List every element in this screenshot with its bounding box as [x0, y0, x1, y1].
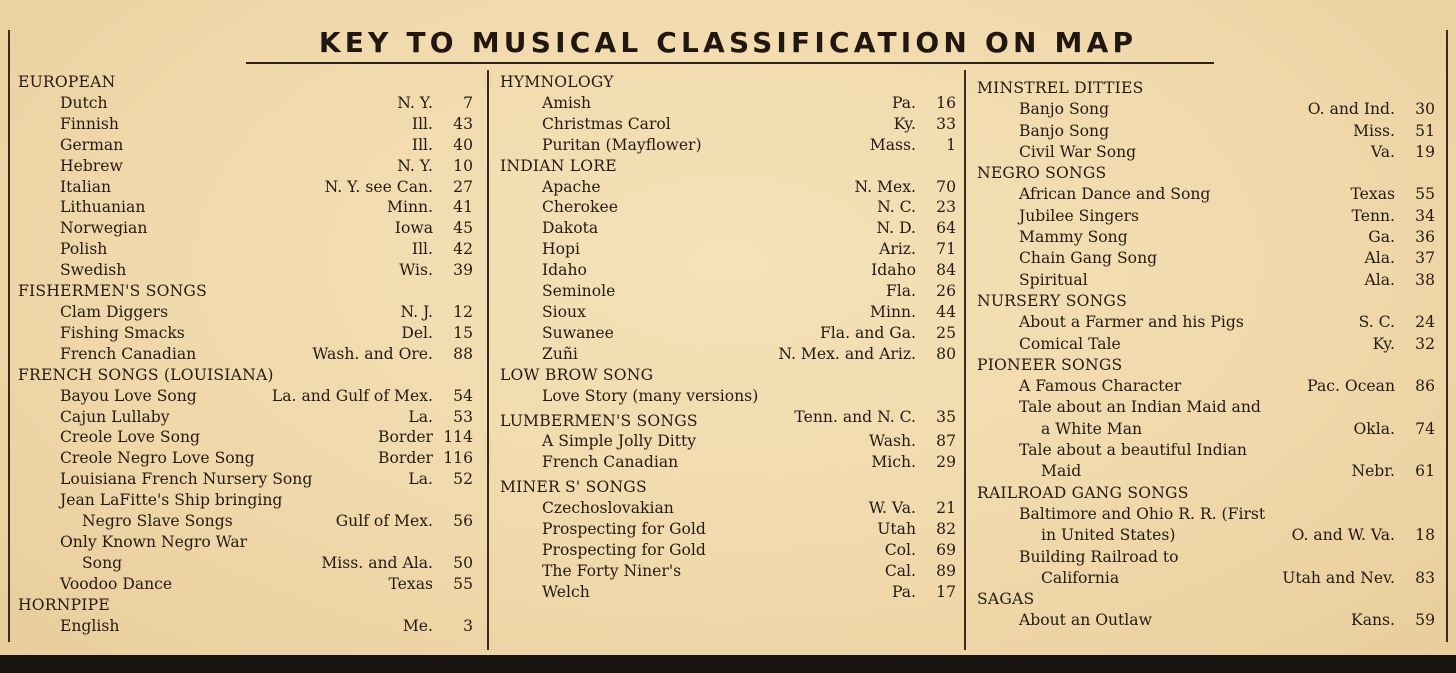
- left-border-rule: [8, 30, 10, 642]
- entry-name: Fishing Smacks: [60, 323, 185, 342]
- key-entry: [18, 469, 473, 490]
- entry-name: Jean LaFitte's Ship bringing: [60, 491, 283, 510]
- entry-location: La.: [408, 407, 433, 426]
- key-section: [977, 355, 1435, 483]
- key-entry: [500, 582, 956, 603]
- entry-map-number: 51: [1415, 121, 1435, 140]
- key-entry: [977, 248, 1435, 269]
- entry-name: Seminole: [542, 282, 616, 301]
- entry-name: French Canadian: [542, 453, 679, 472]
- entry-location: S. C.: [1358, 313, 1395, 332]
- entry-location: Border: [378, 428, 433, 447]
- entry-map-number: 53: [453, 407, 473, 426]
- key-entry: [18, 407, 473, 428]
- entry-location: Kans.: [1351, 611, 1395, 630]
- entry-location: O. and W. Va.: [1291, 526, 1395, 545]
- section-title: RAILROAD GANG SONGS: [977, 483, 1189, 502]
- key-entry: [500, 498, 956, 519]
- key-section: [18, 365, 473, 595]
- section-title: INDIAN LORE: [500, 156, 617, 175]
- entry-location: Texas: [1350, 185, 1395, 204]
- entry-location: Tenn. and N. C.: [794, 407, 916, 426]
- key-entry: [500, 386, 956, 407]
- entry-location: Fla. and Ga.: [819, 323, 916, 342]
- key-section: [500, 156, 956, 365]
- entry-location: Va.: [1370, 142, 1395, 161]
- entry-location: Miss.: [1353, 121, 1395, 140]
- key-entry: [500, 239, 956, 260]
- entry-name: Italian: [60, 177, 112, 196]
- key-entry: [500, 302, 956, 323]
- entry-map-number: 38: [1415, 270, 1435, 289]
- section-title: FRENCH SONGS (LOUISIANA): [18, 365, 274, 384]
- key-entry: [500, 218, 956, 239]
- entry-location: La.: [408, 470, 433, 489]
- key-section: [977, 483, 1435, 589]
- entry-name: Only Known Negro War: [60, 532, 248, 551]
- entry-name: Creole Negro Love Song: [60, 449, 255, 468]
- entry-map-number: 69: [936, 540, 956, 559]
- key-entry: [977, 610, 1435, 631]
- entry-map-number: 59: [1415, 611, 1435, 630]
- entry-location: Ky.: [1372, 334, 1395, 353]
- entry-location: Pa.: [891, 93, 916, 112]
- entry-name: Cajun Lullaby: [60, 407, 170, 426]
- entry-name: Welch: [542, 582, 590, 601]
- entry-map-number: 16: [936, 93, 956, 112]
- title-underline: [246, 62, 1214, 64]
- entry-location: Wash. and Ore.: [312, 344, 433, 363]
- entry-location: Gulf of Mex.: [335, 512, 433, 531]
- section-title: EUROPEAN: [18, 73, 116, 91]
- entry-map-number: 41: [453, 198, 473, 217]
- entry-map-number: 25: [936, 323, 956, 342]
- entry-map-number: 40: [453, 135, 473, 154]
- key-entry: [977, 270, 1435, 291]
- key-entry: [977, 227, 1435, 248]
- key-entry: [18, 302, 473, 323]
- entry-map-number: 61: [1415, 462, 1435, 481]
- entry-location: O. and Ind.: [1307, 100, 1395, 119]
- entry-name: Louisiana French Nursery Song: [60, 470, 313, 489]
- entry-map-number: 29: [936, 453, 956, 472]
- entry-name: Cherokee: [542, 198, 618, 217]
- section-title: FISHERMEN'S SONGS: [18, 282, 207, 301]
- key-entry: [18, 553, 473, 574]
- entry-name: Love Story (many versions): [542, 386, 759, 405]
- entry-map-number: 84: [936, 261, 956, 280]
- key-entry: [977, 419, 1435, 440]
- entry-name: Tale about an Indian Maid and: [1019, 398, 1261, 417]
- entry-map-number: 37: [1415, 249, 1435, 268]
- entry-name: Apache: [542, 177, 601, 196]
- section-title: LUMBERMEN'S SONGS: [500, 411, 698, 430]
- entry-name: Dutch: [60, 93, 108, 112]
- entry-map-number: 21: [936, 499, 956, 518]
- entry-map-number: 36: [1415, 228, 1435, 247]
- key-entry: [18, 532, 473, 553]
- entry-name: Suwanee: [542, 323, 614, 342]
- entry-location: N. D.: [876, 219, 916, 238]
- key-entry: [18, 260, 473, 281]
- key-entry: [18, 574, 473, 595]
- entry-map-number: 83: [1415, 568, 1435, 587]
- entry-map-number: 74: [1415, 419, 1435, 438]
- page-title: KEY TO MUSICAL CLASSIFICATION ON MAP: [318, 26, 1138, 59]
- entry-map-number: 10: [453, 156, 473, 175]
- key-entry: [500, 114, 956, 135]
- entry-name: Norwegian: [60, 219, 148, 238]
- key-entry: [500, 135, 956, 156]
- entry-map-number: 44: [936, 302, 956, 321]
- entry-name: Banjo Song: [1019, 121, 1110, 140]
- key-entry: [977, 461, 1435, 482]
- entry-location: N. C.: [877, 198, 916, 217]
- entry-name: Mammy Song: [1019, 228, 1128, 247]
- key-entry: [18, 114, 473, 135]
- key-entry: [18, 344, 473, 365]
- key-entry: [977, 568, 1435, 589]
- key-column-3: [977, 78, 1435, 648]
- key-entry: [18, 427, 473, 448]
- entry-name: African Dance and Song: [1019, 185, 1211, 204]
- key-entry: [18, 135, 473, 156]
- entry-map-number: 7: [463, 93, 473, 112]
- entry-name: Chain Gang Song: [1019, 249, 1158, 268]
- entry-map-number: 55: [1415, 185, 1435, 204]
- key-entry: [18, 239, 473, 260]
- entry-map-number: 86: [1415, 377, 1435, 396]
- entry-name: French Canadian: [60, 344, 197, 363]
- entry-map-number: 34: [1415, 206, 1435, 225]
- entry-location: Wis.: [399, 261, 433, 280]
- key-entry: [18, 93, 473, 114]
- entry-name: Polish: [60, 240, 108, 259]
- key-section: [977, 589, 1435, 632]
- entry-location: Iowa: [394, 219, 433, 238]
- entry-name: Puritan (Mayflower): [542, 135, 702, 154]
- key-entry: [18, 177, 473, 198]
- entry-name: About an Outlaw: [1019, 611, 1152, 630]
- entry-location: N. Y. see Can.: [324, 177, 433, 196]
- entry-location: Minn.: [870, 302, 916, 321]
- key-entry: [500, 177, 956, 198]
- entry-map-number: 23: [936, 198, 956, 217]
- entry-location: N. Y.: [397, 93, 433, 112]
- key-entry: [977, 440, 1435, 461]
- section-title: HYMNOLOGY: [500, 73, 614, 91]
- entry-location: Idaho: [871, 261, 916, 280]
- key-entry: [977, 184, 1435, 205]
- entry-name: Jubilee Singers: [1019, 206, 1140, 225]
- entry-name: Baltimore and Ohio R. R. (First: [1019, 504, 1266, 523]
- key-entry: [977, 547, 1435, 568]
- key-column-2: [500, 72, 956, 642]
- entry-location: Miss. and Ala.: [321, 553, 433, 572]
- entry-map-number: 116: [443, 449, 473, 468]
- section-title: NURSERY SONGS: [977, 291, 1127, 310]
- bottom-dark-strip: [0, 655, 1456, 673]
- entry-location: Tenn.: [1351, 206, 1395, 225]
- entry-location: Texas: [388, 574, 433, 593]
- entry-location: N. Mex.: [854, 177, 916, 196]
- entry-map-number: 24: [1415, 313, 1435, 332]
- entry-name: Finnish: [60, 114, 119, 133]
- key-entry: [18, 156, 473, 177]
- key-entry: [18, 448, 473, 469]
- entry-map-number: 3: [463, 616, 473, 635]
- entry-name: Sioux: [542, 302, 586, 321]
- entry-map-number: 82: [936, 520, 956, 539]
- entry-name: Creole Love Song: [60, 428, 201, 447]
- entry-map-number: 64: [936, 219, 956, 238]
- entry-map-number: 88: [453, 344, 473, 363]
- entry-location: Pa.: [891, 582, 916, 601]
- entry-location: Me.: [402, 616, 433, 635]
- entry-map-number: 39: [453, 261, 473, 280]
- column-divider-1: [487, 70, 489, 650]
- entry-name: Voodoo Dance: [60, 574, 173, 593]
- entry-name: a White Man: [1041, 419, 1143, 438]
- entry-name: Dakota: [542, 219, 599, 238]
- entry-name: Civil War Song: [1019, 142, 1137, 161]
- entry-name: Spiritual: [1019, 270, 1088, 289]
- entry-map-number: 26: [936, 282, 956, 301]
- key-entry: [500, 519, 956, 540]
- entry-location: Ill.: [411, 135, 433, 154]
- key-section: [977, 291, 1435, 355]
- entry-name: California: [1041, 568, 1120, 587]
- entry-location: W. Va.: [868, 499, 916, 518]
- entry-map-number: 19: [1415, 142, 1435, 161]
- key-entry: [500, 452, 956, 473]
- entry-name: Banjo Song: [1019, 100, 1110, 119]
- entry-map-number: 50: [453, 553, 473, 572]
- key-entry: [18, 386, 473, 407]
- key-entry: [977, 312, 1435, 333]
- key-entry: [500, 93, 956, 114]
- entry-name: in United States): [1041, 526, 1176, 545]
- key-entry: [977, 334, 1435, 355]
- entry-name: Tale about a beautiful Indian: [1019, 441, 1247, 460]
- entry-map-number: 52: [453, 470, 473, 489]
- key-entry: [977, 525, 1435, 546]
- key-entry: [18, 490, 473, 511]
- entry-map-number: 71: [936, 240, 956, 259]
- key-section: [18, 595, 473, 637]
- entry-map-number: 55: [453, 574, 473, 593]
- entry-name: The Forty Niner's: [542, 561, 682, 580]
- entry-location: N. J.: [400, 302, 433, 321]
- entry-name: Hebrew: [60, 156, 123, 175]
- entry-location: N. Y.: [397, 156, 433, 175]
- entry-name: Prospecting for Gold: [542, 540, 706, 559]
- entry-location: N. Mex. and Ariz.: [778, 344, 916, 363]
- entry-location: Col.: [884, 540, 916, 559]
- entry-location: Fla.: [885, 282, 916, 301]
- entry-name: Zuñi: [542, 344, 578, 363]
- key-section: [18, 72, 473, 281]
- entry-name: Maid: [1041, 462, 1082, 481]
- key-section: [977, 78, 1435, 163]
- entry-location: Okla.: [1353, 419, 1395, 438]
- section-title: LOW BROW SONG: [500, 365, 654, 384]
- entry-location: Ky.: [893, 114, 916, 133]
- entry-location: Del.: [401, 323, 433, 342]
- entry-map-number: 42: [453, 240, 473, 259]
- entry-map-number: 56: [453, 512, 473, 531]
- entry-name: Czechoslovakian: [542, 499, 674, 518]
- key-section: [500, 477, 956, 602]
- key-entry: [500, 561, 956, 582]
- key-entry: [500, 344, 956, 365]
- entry-location: Ga.: [1368, 228, 1395, 247]
- entry-name: Amish: [542, 93, 592, 112]
- entry-location: Minn.: [387, 198, 433, 217]
- key-entry: [18, 616, 473, 637]
- entry-location: Nebr.: [1351, 462, 1395, 481]
- entry-map-number: 27: [453, 177, 473, 196]
- entry-location: Wash.: [869, 432, 916, 451]
- entry-location: Utah and Nev.: [1282, 568, 1395, 587]
- key-entry: [500, 197, 956, 218]
- entry-map-number: 45: [453, 219, 473, 238]
- key-entry: [500, 323, 956, 344]
- entry-name: German: [60, 135, 124, 154]
- entry-location: Ill.: [411, 114, 433, 133]
- entry-map-number: 1: [946, 135, 956, 154]
- entry-name: Christmas Carol: [542, 114, 671, 133]
- entry-location: Ala.: [1364, 249, 1395, 268]
- section-title: HORNPIPE: [18, 595, 110, 614]
- entry-map-number: 30: [1415, 100, 1435, 119]
- key-entry: [500, 540, 956, 561]
- entry-location: Mass.: [869, 135, 916, 154]
- key-entry: [977, 142, 1435, 163]
- entry-location: Ill.: [411, 240, 433, 259]
- entry-map-number: 114: [443, 428, 473, 447]
- entry-name: Idaho: [542, 261, 587, 280]
- section-title: MINSTREL DITTIES: [977, 79, 1144, 97]
- entry-map-number: 70: [936, 177, 956, 196]
- entry-name: Negro Slave Songs: [82, 512, 233, 531]
- entry-name: Bayou Love Song: [60, 386, 197, 405]
- entry-name: Comical Tale: [1019, 334, 1121, 353]
- entry-name: Hopi: [542, 240, 580, 259]
- key-column-1: [18, 72, 473, 642]
- key-entry: [977, 397, 1435, 418]
- entry-location: Cal.: [884, 561, 916, 580]
- entry-name: About a Farmer and his Pigs: [1019, 313, 1244, 332]
- entry-map-number: 17: [936, 582, 956, 601]
- entry-map-number: 89: [936, 561, 956, 580]
- key-entry: [977, 504, 1435, 525]
- right-border-rule: [1446, 30, 1448, 642]
- key-section: [18, 281, 473, 365]
- entry-location: Utah: [877, 520, 916, 539]
- key-entry: [18, 511, 473, 532]
- entry-location: Border: [378, 449, 433, 468]
- entry-map-number: 32: [1415, 334, 1435, 353]
- key-section: [977, 163, 1435, 291]
- entry-location: Ala.: [1364, 270, 1395, 289]
- column-divider-2: [964, 70, 966, 650]
- key-entry: [977, 206, 1435, 227]
- section-title: NEGRO SONGS: [977, 164, 1107, 183]
- entry-map-number: 54: [453, 386, 473, 405]
- entry-map-number: 12: [453, 302, 473, 321]
- entry-map-number: 33: [936, 114, 956, 133]
- entry-map-number: 80: [936, 344, 956, 363]
- entry-location: La. and Gulf of Mex.: [271, 386, 433, 405]
- key-entry: [18, 218, 473, 239]
- entry-location: Ariz.: [879, 240, 916, 259]
- entry-name: A Simple Jolly Ditty: [542, 432, 697, 451]
- entry-name: Clam Diggers: [60, 302, 169, 321]
- key-entry: [977, 376, 1435, 397]
- key-section: [500, 72, 956, 156]
- entry-map-number: 18: [1415, 526, 1435, 545]
- entry-map-number: 43: [453, 114, 473, 133]
- entry-name: A Famous Character: [1019, 377, 1182, 396]
- entry-name: Swedish: [60, 261, 127, 280]
- key-entry: [977, 121, 1435, 142]
- entry-name: English: [60, 616, 120, 635]
- key-entry: [500, 281, 956, 302]
- key-entry: [500, 260, 956, 281]
- key-entry: [18, 323, 473, 344]
- entry-name: Lithuanian: [60, 198, 146, 217]
- entry-name: Prospecting for Gold: [542, 520, 706, 539]
- entry-map-number: 87: [936, 432, 956, 451]
- section-title: MINER S' SONGS: [500, 478, 647, 497]
- entry-location: Mich.: [871, 453, 916, 472]
- entry-location: Pac. Ocean: [1307, 377, 1395, 396]
- key-entry: [977, 99, 1435, 120]
- entry-name: Building Railroad to: [1019, 547, 1179, 566]
- entry-map-number: 15: [453, 323, 473, 342]
- entry-name: Song: [82, 553, 123, 572]
- section-title: PIONEER SONGS: [977, 355, 1123, 374]
- key-entry: [500, 431, 956, 452]
- entry-map-number: 35: [936, 407, 956, 426]
- section-title: SAGAS: [977, 590, 1035, 609]
- key-entry: [18, 197, 473, 218]
